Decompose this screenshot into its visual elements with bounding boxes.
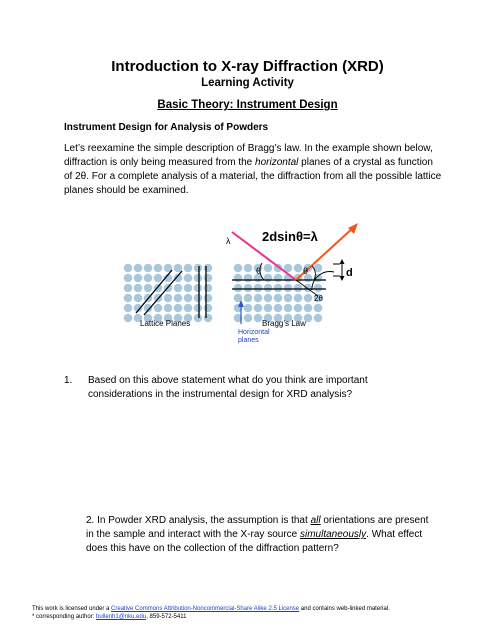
atom (174, 294, 183, 303)
atom (244, 274, 253, 283)
atom (204, 284, 213, 293)
atom (164, 294, 173, 303)
atom (254, 314, 263, 323)
atom (124, 284, 133, 293)
bragg-equation: 2dsinθ=λ (262, 229, 318, 244)
footer-text: This work is licensed under a (32, 606, 112, 612)
atom (264, 284, 273, 293)
license-link[interactable]: Creative Commons Attribution-Noncommercial-Share Alike 2.5 License (111, 606, 300, 612)
atom (294, 284, 303, 293)
atom (254, 304, 263, 313)
atom (194, 314, 203, 323)
intro-text-2: planes of a crystal as function of 2θ. For a complete analysis of a material, the diffraction from all the possible lattice planes should be examined. (64, 157, 442, 196)
section-heading: Basic Theory: Instrument Design (157, 99, 338, 111)
atom (294, 294, 303, 303)
atom (274, 274, 283, 283)
atom (184, 304, 193, 313)
atom (194, 304, 203, 313)
footer-license-line (32, 605, 472, 613)
atom (314, 304, 323, 313)
atom (154, 304, 163, 313)
bragg-diagram (0, 210, 495, 360)
atom (204, 304, 213, 313)
atom (134, 284, 143, 293)
atom (264, 294, 273, 303)
intro-italic-horizontal: horizontal (255, 157, 299, 168)
atom (274, 304, 283, 313)
atom (184, 284, 193, 293)
atom (134, 274, 143, 283)
atom (274, 284, 283, 293)
lambda-label: λ (226, 236, 231, 246)
atom (134, 264, 143, 273)
braggs-law-label: Bragg’s Law (262, 319, 306, 328)
atom (204, 314, 213, 323)
atom (174, 264, 183, 273)
footer-author-line (32, 613, 472, 621)
bragg-law-atoms (234, 264, 323, 323)
subsection-heading: Instrument Design for Analysis of Powders (64, 122, 269, 133)
atom (204, 274, 213, 283)
question-1-number: 1. (64, 375, 73, 386)
atom (234, 264, 243, 273)
atom (194, 294, 203, 303)
atom (244, 314, 253, 323)
atom (254, 294, 263, 303)
atom (274, 294, 283, 303)
atom (264, 304, 273, 313)
atom (174, 304, 183, 313)
question-2-text-1: 2. In Powder XRD analysis, the assumption is that (86, 515, 311, 526)
atom (234, 284, 243, 293)
atom (194, 284, 203, 293)
atom (244, 284, 253, 293)
horizontal-planes-label-line2: planes (238, 337, 259, 344)
d-label: d (346, 267, 353, 279)
atom (264, 274, 273, 283)
footer-text: and contains web-linked material. (299, 606, 390, 612)
question-1-text: Based on this above statement what do you think are important considerations in the instrumental design for XRD analysis? (88, 375, 368, 400)
atom (204, 264, 213, 273)
atom (254, 284, 263, 293)
question-2-text-3: . What effect does this have on the collection of the diffraction pattern? (86, 529, 423, 554)
atom (304, 304, 313, 313)
question-2 (86, 514, 436, 556)
atom (244, 294, 253, 303)
footer-text: , 859-572-5411 (146, 614, 187, 620)
atom (314, 314, 323, 323)
atom (164, 304, 173, 313)
page-title: Introduction to X-ray Diffraction (XRD) (111, 58, 384, 75)
atom (194, 274, 203, 283)
atom (294, 304, 303, 313)
atom (144, 274, 153, 283)
atom (284, 304, 293, 313)
atom (264, 264, 273, 273)
atom (314, 284, 323, 293)
atom (174, 284, 183, 293)
atom (244, 264, 253, 273)
atom (234, 274, 243, 283)
question-2-underline-simultaneously: simultaneously (300, 529, 367, 540)
d-arrowhead-down (340, 276, 345, 281)
footer (32, 605, 472, 621)
atom (144, 264, 153, 273)
d-arrowhead-up (340, 259, 345, 264)
atom (284, 294, 293, 303)
intro-paragraph (64, 142, 444, 198)
atom (124, 274, 133, 283)
page-subtitle: Learning Activity (201, 77, 294, 89)
atom (124, 304, 133, 313)
footer-text: * corresponding author: (32, 614, 97, 620)
atom (134, 294, 143, 303)
atom (194, 264, 203, 273)
atom (154, 274, 163, 283)
lattice-planes-label: Lattice Planes (140, 319, 191, 328)
theta-left-label: θ (256, 266, 262, 276)
atom (284, 284, 293, 293)
question-2-underline-all: all (310, 515, 321, 526)
theta-right-label: θ (303, 266, 309, 276)
atom (124, 314, 133, 323)
atom (124, 264, 133, 273)
atom (294, 264, 303, 273)
intro-text-1: Let’s reexamine the simple description of Bragg’s law. In the example shown below, diffraction is only being measured from the (64, 143, 433, 168)
author-email-link[interactable]: bullenh1@nku.edu (96, 614, 147, 620)
atom (304, 294, 313, 303)
horizontal-planes-label-line1: Horizontal (238, 329, 270, 336)
two-theta-label: 2θ (314, 294, 323, 303)
question-2-text-2: orientations are present in the sample and interact with the X-ray source (86, 515, 429, 540)
atom (154, 264, 163, 273)
atom (184, 274, 193, 283)
atom (184, 264, 193, 273)
atom (244, 304, 253, 313)
atom (124, 294, 133, 303)
atom (204, 294, 213, 303)
atom (144, 284, 153, 293)
atom (184, 294, 193, 303)
